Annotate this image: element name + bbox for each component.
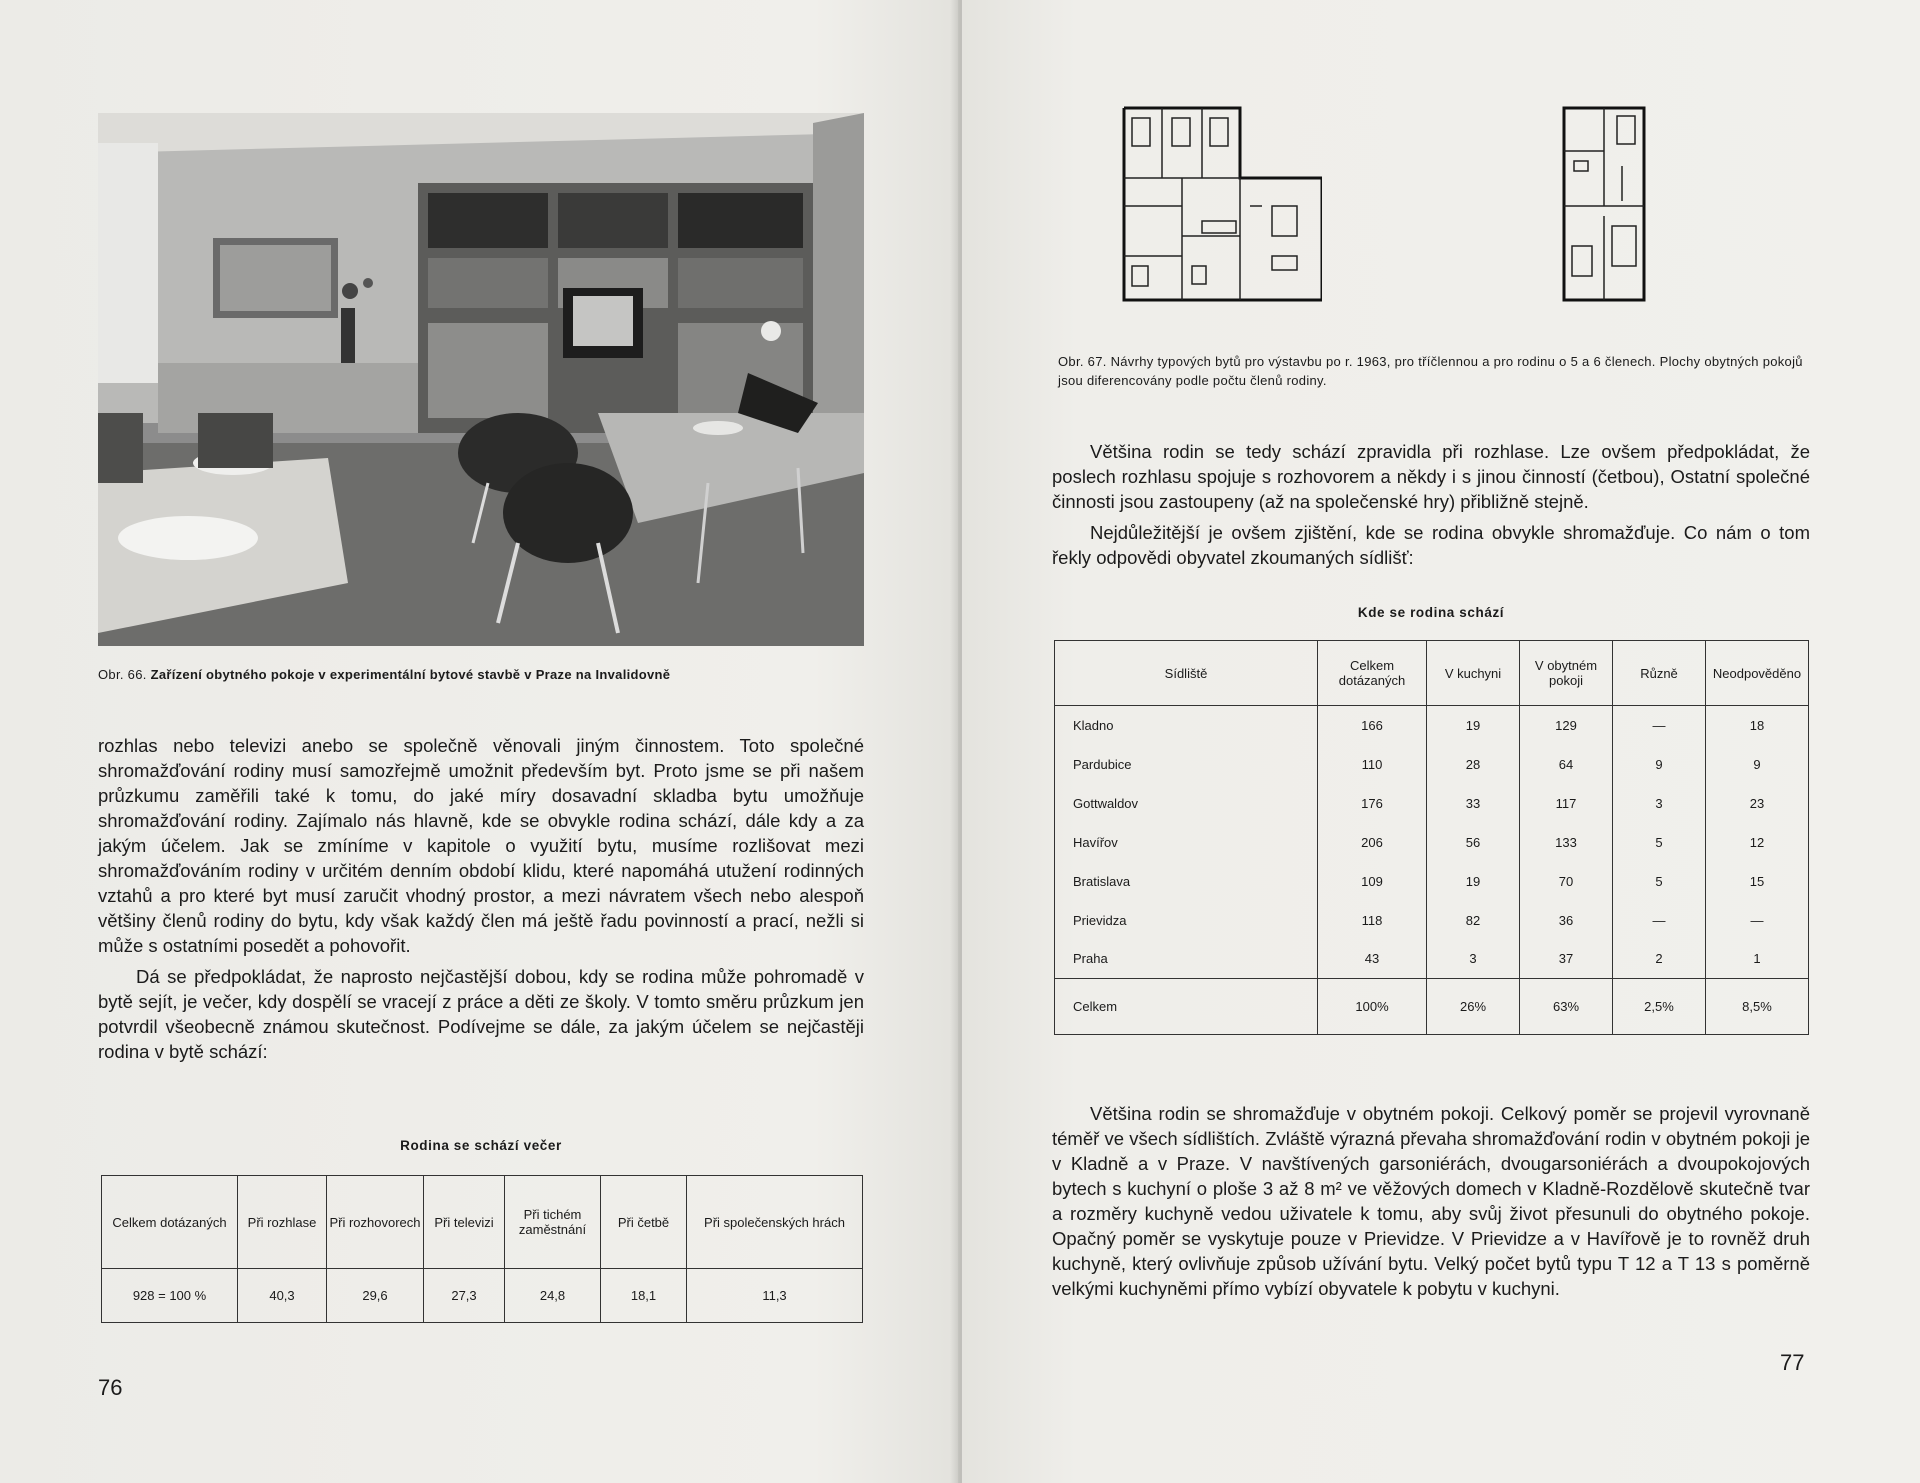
gathering-row [1055, 940, 1809, 979]
figure-67-text: Návrhy typových bytů pro výstavbu po r. 1963, pro tříčlennou a pro rodinu o 5 a 6 členech. Plochy obytných pokojů jsou diferencovány podle počtu členů rodiny. [1058, 354, 1803, 388]
gathering-total-label: Celkem [1055, 979, 1318, 1035]
evening-value-conversation: 29,6 [327, 1269, 424, 1323]
evening-value-radio: 40,3 [238, 1269, 327, 1323]
evening-table-title: Rodina se schází večer [400, 1138, 562, 1153]
evening-value-total: 928 = 100 % [102, 1269, 238, 1323]
gathering-row-cell: 5 [1613, 823, 1706, 862]
evening-header-radio: Při rozhlase [238, 1176, 327, 1269]
interior-photo [98, 113, 864, 646]
right-paragraph-1: Většina rodin se tedy schází zpravidla při rozhlase. Lze ovšem předpokládat, že poslech rozhlasu spojuje s rozhovorem a někdy i s jinou činností (četbou), Ostatní společné činnosti jsou zastoupeny (až na společenské hry) přibližně stejně. [1052, 441, 1810, 512]
gathering-total-no-answer: 8,5% [1706, 979, 1809, 1035]
figure-66-label: Obr. 66. [98, 667, 147, 682]
gathering-row-cell: 23 [1706, 784, 1809, 823]
figure-66-text: Zařízení obytného pokoje v experimentální bytové stavbě v Praze na Invalidovně [150, 667, 671, 682]
gathering-total-all: 100% [1318, 979, 1427, 1035]
gathering-row-estate: Gottwaldov [1055, 784, 1318, 823]
gathering-row [1055, 745, 1809, 784]
gathering-row-estate: Kladno [1055, 706, 1318, 745]
evening-table [101, 1175, 863, 1323]
right-body-text-bottom [1052, 1101, 1810, 1301]
gathering-row [1055, 784, 1809, 823]
gathering-row-cell: 109 [1318, 862, 1427, 901]
gathering-header-estate: Sídliště [1055, 641, 1318, 706]
gathering-table [1054, 640, 1809, 1035]
page-number-left: 76 [98, 1375, 123, 1400]
gathering-row [1055, 862, 1809, 901]
gathering-row [1055, 706, 1809, 745]
figure-66-caption [98, 665, 864, 684]
gathering-header-total: Celkem dotázaných [1318, 641, 1427, 706]
gathering-row-cell: 3 [1613, 784, 1706, 823]
gathering-row-cell: 133 [1520, 823, 1613, 862]
gathering-row-cell: 36 [1520, 901, 1613, 940]
right-body-text-top [1052, 433, 1810, 570]
evening-header-total: Celkem dotázaných [102, 1176, 238, 1269]
gathering-row-cell: 28 [1427, 745, 1520, 784]
gathering-row-cell: 176 [1318, 784, 1427, 823]
gathering-row-cell: 64 [1520, 745, 1613, 784]
gathering-row-cell: 70 [1520, 862, 1613, 901]
evening-value-tv: 27,3 [424, 1269, 505, 1323]
page-number-right: 77 [1780, 1350, 1805, 1375]
floor-plan-icon-2 [1562, 106, 1646, 302]
gathering-total-living-room: 63% [1520, 979, 1613, 1035]
evening-value-games: 11,3 [687, 1269, 863, 1323]
gathering-header-various: Různě [1613, 641, 1706, 706]
evening-value-reading: 18,1 [601, 1269, 687, 1323]
gathering-row [1055, 823, 1809, 862]
gathering-row-cell: 2 [1613, 940, 1706, 979]
gathering-row-cell: — [1706, 901, 1809, 940]
left-paragraph-2: Dá se předpokládat, že naprosto nejčastější dobou, kdy se rodina může pohromadě v bytě sejít, je večer, kdy dospělí se vracejí z práce a děti ze školy. V tomto směru průzkum jen potvrdil všeobecně známou skutečnost. Podívejme se dále, za jakým účelem se nejčastěji rodina v bytě schází: [98, 966, 864, 1062]
evening-header-quiet-work: Při tichém zaměstnání [505, 1176, 601, 1269]
gathering-row-cell: 37 [1520, 940, 1613, 979]
gathering-table-title: Kde se rodina schází [1357, 605, 1505, 620]
gathering-row-cell: 117 [1520, 784, 1613, 823]
gathering-row-estate: Praha [1055, 940, 1318, 979]
gathering-row-cell: 12 [1706, 823, 1809, 862]
gathering-row-cell: 82 [1427, 901, 1520, 940]
gathering-row-cell: 9 [1613, 745, 1706, 784]
gathering-row-estate: Pardubice [1055, 745, 1318, 784]
evening-header-games: Při společenských hrách [687, 1176, 863, 1269]
evening-header-conversation: Při rozhovorech [327, 1176, 424, 1269]
gathering-row-cell: 206 [1318, 823, 1427, 862]
gathering-row-cell: 56 [1427, 823, 1520, 862]
gathering-row-estate: Prievidza [1055, 901, 1318, 940]
gathering-row-cell: 15 [1706, 862, 1809, 901]
left-paragraph-1: rozhlas nebo televizi anebo se společně věnovali jiným činnostem. Toto společné shromažďování rodiny musí samozřejmě umožnit především byt. Proto jsme se při našem průzkumu zaměřili také k tomu, do jaké míry dosavadní skladba bytu umožňuje shromažďování rodiny. Zajímalo nás hlavně, kde se obvykle rodina schází, dále kdy a za jakým účelem. Jak se zmíníme v kapitole o využití bytu, musíme rozlišovat mezi shromažďováním rodiny v určitém denním období klidu, které napomáhá utužení rodinných vztahů a pro které byt musí zaručit vhodný prostor, a mezi návratem všech nebo alespoň většiny členů rodiny do bytu, kdy však každý člen má ještě řadu povinností a prací, nežli si může s ostatními posedět a pohovořit. [98, 735, 864, 956]
right-page [962, 0, 1920, 1483]
right-paragraph-2: Nejdůležitější je ovšem zjištění, kde se rodina obvykle shromažďuje. Co nám o tom řekly odpovědi obyvatel zkoumaných sídlišť: [1052, 522, 1810, 568]
gathering-row-cell: 18 [1706, 706, 1809, 745]
gathering-row-estate: Havířov [1055, 823, 1318, 862]
left-page [0, 0, 958, 1483]
gathering-row-cell: 19 [1427, 862, 1520, 901]
left-body-text [98, 733, 864, 1064]
gathering-row-cell: 166 [1318, 706, 1427, 745]
gathering-total-various: 2,5% [1613, 979, 1706, 1035]
gathering-row-cell: 43 [1318, 940, 1427, 979]
gathering-row-cell: 9 [1706, 745, 1809, 784]
gathering-row-estate: Bratislava [1055, 862, 1318, 901]
gathering-row-cell: 19 [1427, 706, 1520, 745]
floor-plan-icon [1122, 106, 1322, 302]
right-paragraph-3: Většina rodin se shromažďuje v obytném pokoji. Celkový poměr se projevil vyrovnaně téměř ve všech sídlištích. Zvláště výrazná převaha shromažďování rodin v obytném pokoji je v Kladně a v Praze. V navštívených garsoniérách, dvougarsoniérách a dvoupokojových bytech s kuchyní o ploše 3 až 8 m² ve věžových domech v Kladně-Rozdělově skutečně tvar a rozměry kuchyně vedou uživatele k tomu, aby svůj život přesunuli do obytného pokoje. Opačný poměr se vyskytuje pouze v Prievidze. V Prievidze a v Havířově je to rovněž druh kuchyně, který ovlivňuje způsob užívání bytu. Velký počet bytů typu T 12 a T 13 s poměrně velkými kuchyněmi přímo vybízí obyvatele k pobytu v kuchyni. [1052, 1103, 1810, 1299]
gathering-header-no-answer: Neodpověděno [1706, 641, 1809, 706]
gathering-row-cell: 5 [1613, 862, 1706, 901]
gathering-row-cell: 3 [1427, 940, 1520, 979]
gathering-row-cell: 110 [1318, 745, 1427, 784]
gathering-row-cell: 1 [1706, 940, 1809, 979]
gathering-total-kitchen: 26% [1427, 979, 1520, 1035]
gathering-row-cell: — [1613, 706, 1706, 745]
evening-value-quiet-work: 24,8 [505, 1269, 601, 1323]
gathering-row-cell: 33 [1427, 784, 1520, 823]
evening-header-reading: Při četbě [601, 1176, 687, 1269]
gathering-rows [1055, 706, 1809, 979]
gathering-header-kitchen: V kuchyni [1427, 641, 1520, 706]
gathering-total-row [1055, 979, 1809, 1035]
evening-header-tv: Při televizi [424, 1176, 505, 1269]
gathering-row [1055, 901, 1809, 940]
figure-67-label: Obr. 67. [1058, 354, 1107, 369]
gathering-row-cell: 118 [1318, 901, 1427, 940]
gathering-row-cell: 129 [1520, 706, 1613, 745]
gathering-row-cell: — [1613, 901, 1706, 940]
figure-67-caption [1058, 352, 1810, 390]
gathering-header-living-room: V obytném pokoji [1520, 641, 1613, 706]
